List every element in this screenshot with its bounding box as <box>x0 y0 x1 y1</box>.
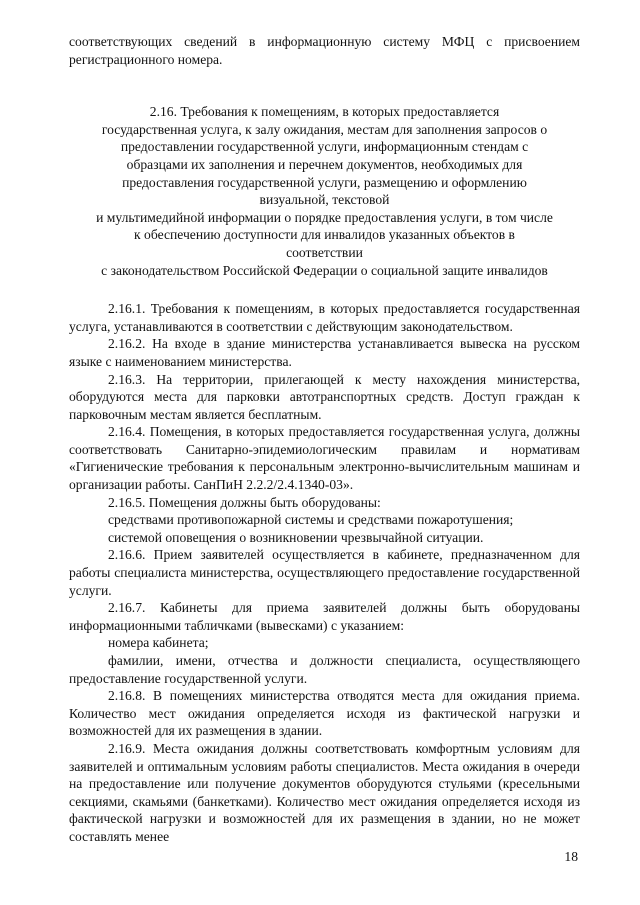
intro-paragraph: соответствующих сведений в информационную систему МФЦ с присвоением регистрационного номера. <box>69 34 580 67</box>
heading-line: предоставления государственной услуги, размещению и оформлению <box>122 174 527 190</box>
heading-line: государственная услуга, к залу ожидания, местам для заполнения запросов о <box>101 121 548 137</box>
heading-line: соответствии <box>286 244 363 260</box>
heading-line: 2.16. Требования к помещениям, в которых предоставляется <box>149 104 500 120</box>
document-page <box>69 33 580 846</box>
section-heading <box>69 103 580 279</box>
paragraph-2-16-2: 2.16.2. На входе в здание министерства устанавливается вывеска на русском языке с наименованием министерства. <box>69 336 580 369</box>
list-item: фамилии, имени, отчества и должности специалиста, осуществляющего предоставление государственной услуги. <box>69 653 580 686</box>
heading-line: и мультимедийной информации о порядке предоставления услуги, в том числе <box>96 209 553 225</box>
list-item: средствами противопожарной системы и средствами пожаротушения; <box>108 512 514 528</box>
heading-line: с законодательством Российской Федерации о социальной защите инвалидов <box>101 262 548 278</box>
paragraph-2-16-8: 2.16.8. В помещениях министерства отводятся места для ожидания приема. Количество мест ожидания определяется исходя из фактической нагрузки и возможностей для их размещения в здании. <box>69 688 580 739</box>
section-body <box>69 300 580 845</box>
paragraph-2-16-7: 2.16.7. Кабинеты для приема заявителей должны быть оборудованы информационными табличками (вывесками) с указанием: <box>69 600 580 633</box>
page-number: 18 <box>564 849 578 864</box>
paragraph-2-16-4: 2.16.4. Помещения, в которых предоставляется государственная услуга, должны соответствовать Санитарно-эпидемиологическим правилам и нормативам «Гигиенические требования к персональным электронно-вычислительным машинам и организации работы. СанПиН 2.2.2/2.4.1340-03». <box>69 424 580 493</box>
heading-line: к обеспечению доступности для инвалидов указанных объектов в <box>134 227 515 243</box>
paragraph-2-16-5: 2.16.5. Помещения должны быть оборудованы: <box>108 494 381 510</box>
heading-line: визуальной, текстовой <box>259 192 390 208</box>
heading-line: предоставлении государственной услуги, информационным стендам с <box>120 139 529 155</box>
paragraph-2-16-9: 2.16.9. Места ожидания должны соответствовать комфортным условиям для заявителей и оптимальным условиям работы специалистов. Места ожидания в очереди на предоставление или получение документов оборудуются стульями (кресельными секциями, скамьями (банкетками). Количество мест ожидания определяется исходя из фактической нагрузки и возможностей для их размещения в здании, но не может составлять менее <box>69 740 580 844</box>
paragraph-2-16-3: 2.16.3. На территории, прилегающей к месту нахождения министерства, оборудуются места для парковки автотранспортных средств. Доступ граждан к парковочным местам является бесплатным. <box>69 371 580 422</box>
heading-line: образцами их заполнения и перечнем документов, необходимых для <box>126 156 523 172</box>
list-item: номера кабинета; <box>108 635 209 651</box>
paragraph-2-16-1: 2.16.1. Требования к помещениям, в которых предоставляется государственная услуга, устанавливаются в соответствии с действующим законодательством. <box>69 301 580 334</box>
list-item: системой оповещения о возникновении чрезвычайной ситуации. <box>108 529 484 545</box>
paragraph-2-16-6: 2.16.6. Прием заявителей осуществляется в кабинете, предназначенном для работы специалиста министерства, осуществляющего предоставление государственной услуги. <box>69 547 580 598</box>
